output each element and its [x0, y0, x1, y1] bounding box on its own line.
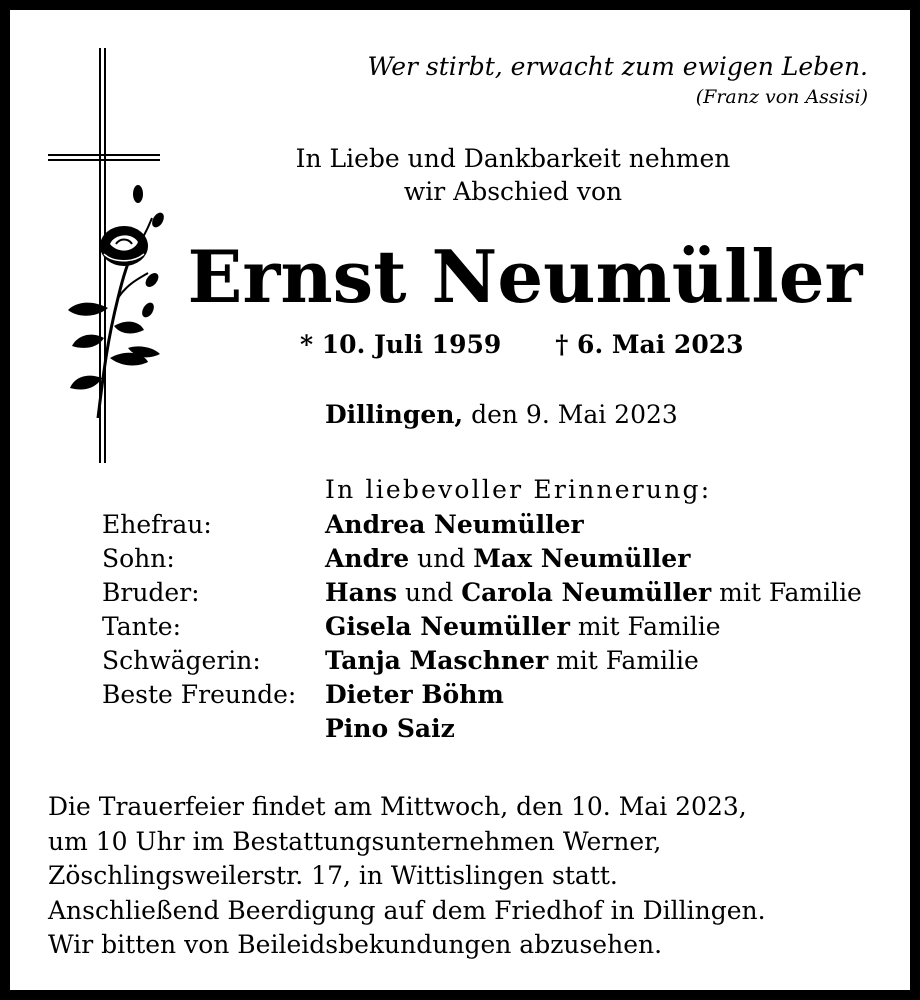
- relative-label: Tante:: [102, 612, 182, 641]
- relative-names: [325, 544, 690, 573]
- deceased-name: Ernst Neumüller: [187, 234, 863, 319]
- memory-heading: In liebevoller Erinnerung:: [325, 475, 712, 504]
- relative-names: [325, 680, 504, 709]
- relative-connector: mit Familie: [548, 646, 699, 675]
- obituary-notice: [10, 10, 910, 990]
- relative-names: [325, 510, 584, 539]
- relative-label: Beste Freunde:: [102, 680, 297, 709]
- relative-name: Pino Saiz: [325, 714, 455, 743]
- relative-names: [325, 578, 862, 607]
- life-dates: [300, 330, 744, 359]
- service-line: Die Trauerfeier findet am Mittwoch, den 10. Mai 2023,: [48, 792, 747, 821]
- relative-names: [325, 612, 721, 641]
- place-name: Dillingen,: [325, 400, 464, 429]
- quote-text: Wer stirbt, erwacht zum ewigen Leben.: [367, 52, 868, 81]
- quote-author: (Franz von Assisi): [695, 86, 868, 108]
- relative-name: Carola Neumüller: [461, 578, 712, 607]
- relative-label: Sohn:: [102, 544, 175, 573]
- relative-names: [325, 714, 455, 743]
- service-line: um 10 Uhr im Bestattungsunternehmen Werner,: [48, 826, 662, 856]
- relative-label: Ehefrau:: [102, 510, 212, 539]
- relative-name: Hans: [325, 578, 398, 607]
- relative-name: Tanja Maschner: [325, 646, 549, 675]
- intro-line-2: wir Abschied von: [403, 177, 623, 206]
- service-line: Wir bitten von Beileidsbekundungen abzusehen.: [48, 930, 663, 959]
- relative-name: Gisela Neumüller: [325, 612, 570, 641]
- service-line: Anschließend Beerdigung auf dem Friedhof in Dillingen.: [48, 895, 766, 925]
- intro-text: [10, 142, 920, 208]
- relative-name: Dieter Böhm: [325, 680, 504, 709]
- relative-label: Schwägerin:: [102, 646, 261, 675]
- relative-name: Andrea Neumüller: [325, 510, 584, 539]
- notice-date: den 9. Mai 2023: [471, 400, 678, 429]
- relative-connector: und: [409, 544, 474, 573]
- death-date: † 6. Mai 2023: [555, 330, 744, 359]
- relative-connector: mit Familie: [569, 612, 721, 641]
- intro-line-1: In Liebe und Dankbarkeit nehmen: [295, 144, 731, 173]
- service-line: Zöschlingsweilerstr. 17, in Wittislingen statt.: [48, 861, 618, 890]
- relative-connector: mit Familie: [711, 578, 862, 607]
- relative-name: Andre: [325, 544, 410, 573]
- relative-name: Max Neumüller: [473, 544, 691, 573]
- place-date: [325, 400, 678, 429]
- relative-label: Bruder:: [102, 578, 200, 607]
- relative-connector: und: [397, 578, 462, 607]
- service-information: [48, 790, 908, 963]
- birth-date: * 10. Juli 1959: [300, 330, 502, 359]
- relative-names: [325, 646, 699, 675]
